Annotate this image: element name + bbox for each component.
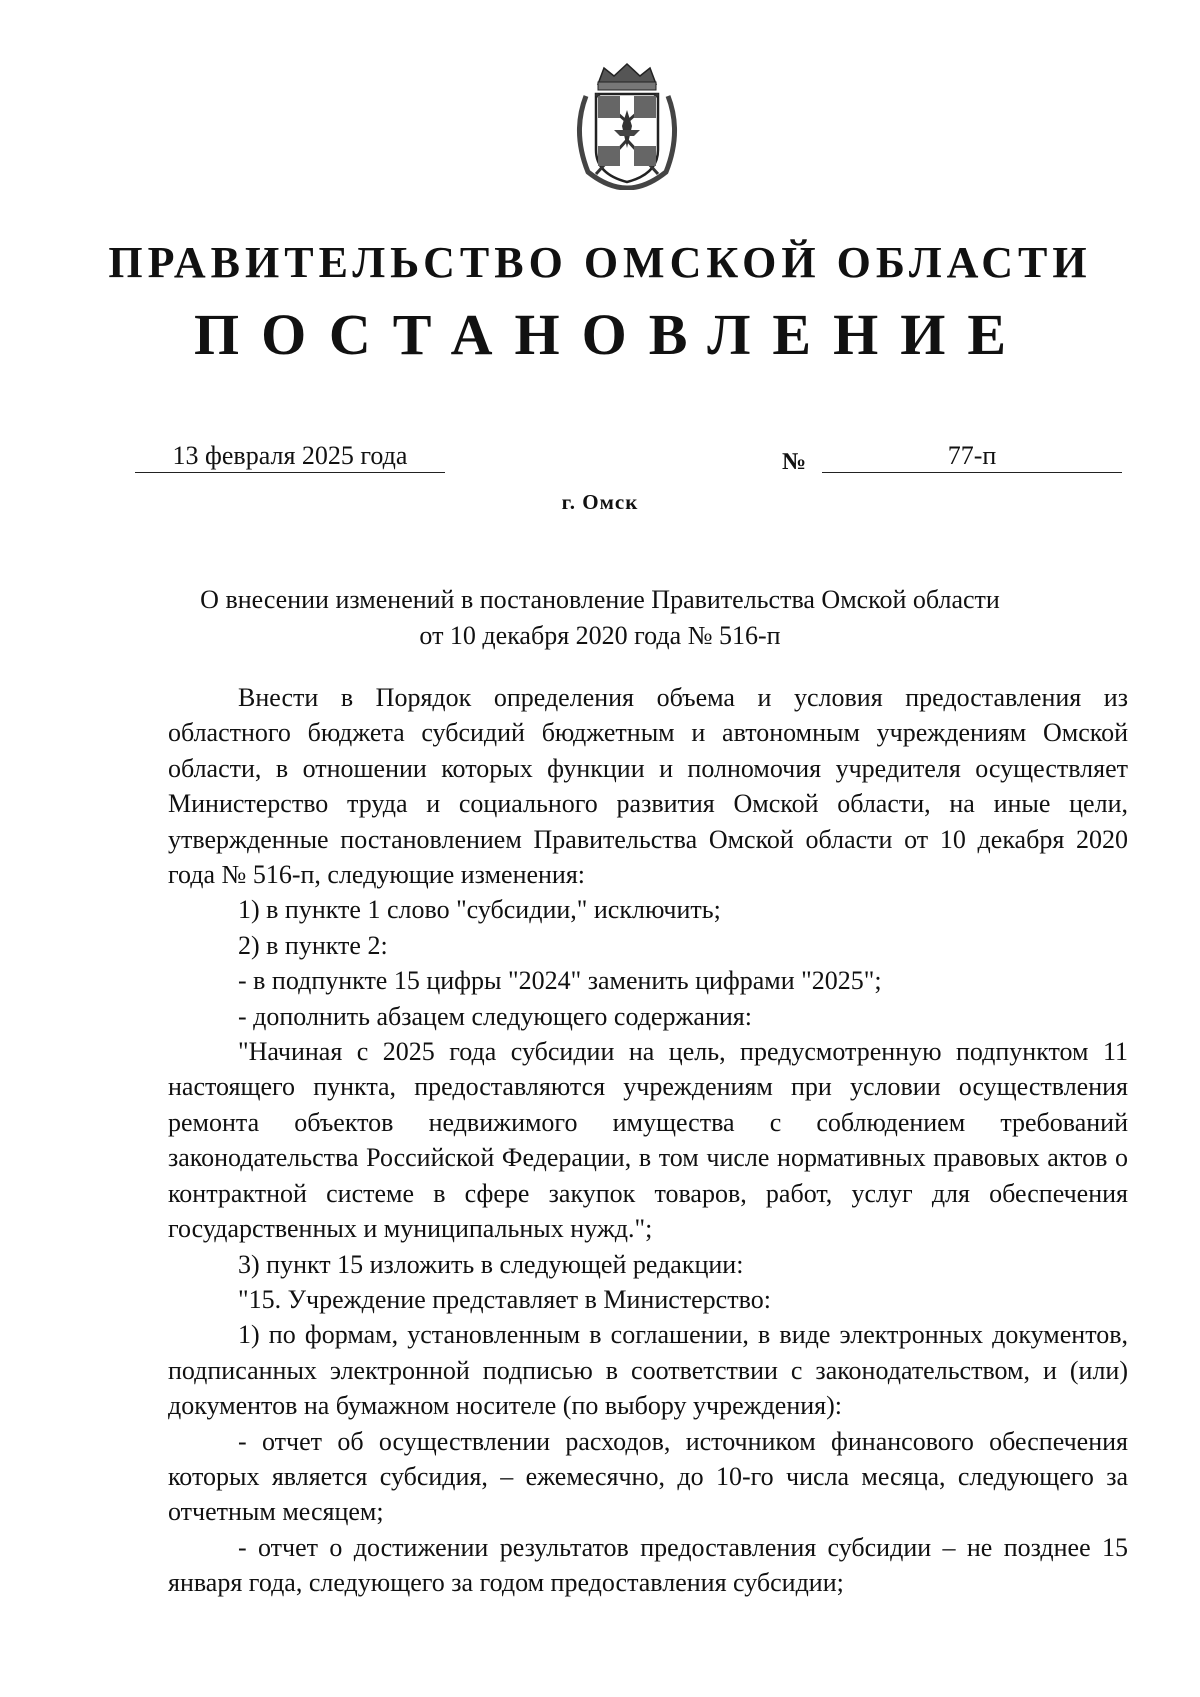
- paragraph: Внести в Порядок определения объема и условия предоставления из областного бюджета субсидий бюджетным и автономным учреждениям Омской области, в отношении которых функции и полномочия учредителя осуществляет Министерство труда и социального развития Омской области, на иные цели, утвержденные постановлением Правительства Омской области от 10 декабря 2020 года № 516-п, следующие изменения:: [168, 683, 1128, 890]
- document-body: [168, 680, 1128, 1601]
- document-number: 77-п: [822, 440, 1122, 473]
- paragraph: 3) пункт 15 изложить в следующей редакции:: [238, 1249, 744, 1279]
- paragraph: 1) в пункте 1 слово "субсидии," исключить;: [238, 895, 721, 925]
- paragraph: "15. Учреждение представляет в Министерство:: [238, 1284, 771, 1314]
- number-sign: №: [782, 449, 807, 475]
- document-type: ПОСТАНОВЛЕНИЕ: [193, 302, 1029, 367]
- paragraph: - отчет о достижении результатов предоставления субсидии – не позднее 15 января года, следующего за годом предоставления субсидии;: [168, 1532, 1128, 1598]
- organization-title: ПРАВИТЕЛЬСТВО ОМСКОЙ ОБЛАСТИ: [108, 238, 1092, 287]
- city: г. Омск: [561, 490, 639, 514]
- paragraph: - дополнить абзацем следующего содержания:: [238, 1001, 752, 1031]
- subject-line: О внесении изменений в постановление Правительства Омской области: [200, 585, 1000, 614]
- document-date: 13 февраля 2025 года: [135, 440, 445, 473]
- document-subject: [0, 582, 1200, 654]
- paragraph: - в подпункте 15 цифры "2024" заменить цифрами "2025";: [238, 966, 882, 996]
- paragraph: - отчет об осуществлении расходов, источником финансового обеспечения которых является субсидия, – ежемесячно, до 10-го числа месяца, следующего за отчетным месяцем;: [168, 1426, 1128, 1527]
- paragraph: "Начиная с 2025 года субсидии на цель, предусмотренную подпунктом 11 настоящего пункта, предоставляются учреждениям при условии осуществления ремонта объектов недвижимого имущества с соблюдением требований законодательства Российской Федерации, в том числе нормативных правовых актов о контрактной системе в сфере закупок товаров, работ, услуг для обеспечения государственных и муниципальных нужд.";: [168, 1037, 1128, 1244]
- subject-line: от 10 декабря 2020 года № 516-п: [419, 621, 781, 650]
- coat-of-arms-icon: [568, 62, 686, 190]
- paragraph: 1) по формам, установленным в соглашении, в виде электронных документов, подписанных электронной подписью в соответствии с законодательством, и (или) документов на бумажном носителе (по выбору учреждения):: [168, 1320, 1128, 1421]
- paragraph: 2) в пункте 2:: [238, 930, 388, 960]
